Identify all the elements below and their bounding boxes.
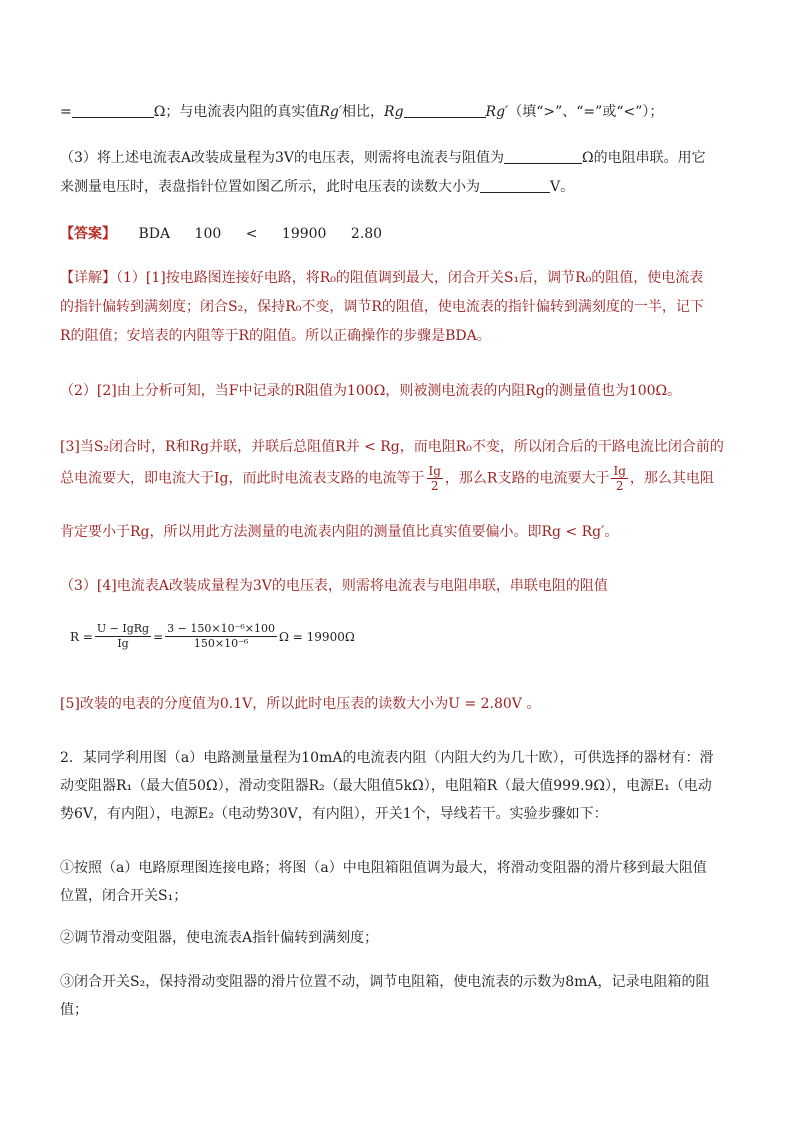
resistance-formula: R = $\frac{\text{U − IgRg}}{Ig}$ = $\frac{\text{3 − 150×10⁻⁶×100}}{\text{150×10⁻⁶}}$ Ω = 19900Ω: [70, 622, 355, 650]
detail-line-2: 的指针偏转到满刻度；闭合S₂，保持R₀不变，调节R的阻值，使电流表的指针偏转到满刻度的一半，记下: [60, 299, 704, 315]
symbol: Rg′: [485, 104, 509, 120]
text: ，那么其电阻: [629, 470, 714, 487]
step-2: ②调节滑动变阻器，使电流表A指针偏转到满刻度；: [60, 930, 379, 946]
answer-blank[interactable]: [404, 103, 486, 118]
text: Ω；与电流表内阻的真实值: [153, 104, 320, 120]
formula-fraction-2: $\frac{\text{3 − 150×10⁻⁶×100}}{\text{150×10⁻⁶}}$: [167, 622, 276, 650]
answer-line: [60, 224, 734, 244]
answer-blank[interactable]: [504, 149, 582, 164]
fill-in-line-1: [60, 102, 734, 122]
question-3-line-2: [60, 177, 734, 197]
detail-part-2: （2）[2]由上分析可知，当F中记录的R阻值为100Ω，则被测电流表的内阻Rg的测量值也为100Ω。: [60, 383, 682, 399]
detail-line-1: 【详解】（1）[1]按电路图连接好电路，将R₀的阻值调到最大，闭合开关S₁后，调节R₀的阻值，使电流表: [60, 270, 704, 286]
answer-value: BDA: [138, 226, 171, 242]
problem-2-line-3: 势6V，有内阻），电源E₂（电动势30V，有内阻），开关1个，导线若干。实验步骤如下：: [60, 806, 608, 822]
text: 来测量电压时，表盘指针位置如图乙所示，此时电压表的读数大小为: [60, 179, 480, 195]
symbol: Rg: [384, 104, 404, 120]
answer-value: 19900: [281, 226, 327, 242]
step-1-line-1: ①按照（a）电路原理图连接电路；将图（a）中电阻箱阻值调为最大，将滑动变阻器的滑片移到最大阻值: [60, 860, 707, 876]
answer-blank[interactable]: [480, 178, 550, 193]
text: V。: [550, 179, 575, 195]
detail-line-3: R的阻值；安培表的内阻等于R的阻值。所以正确操作的步骤是BDA。: [60, 328, 491, 344]
text: （填“>”、“=”或“<”）；: [508, 104, 664, 120]
answer-value: 2.80: [350, 226, 383, 242]
text: 总电流要大，即电流大于Ig，而此时电流表支路的电流等于: [60, 470, 425, 487]
problem-2-line-1: 2．某同学利用图（a）电路测量量程为10mA的电流表内阻（内阻大约为几十欧），可供选择的器材有：滑: [60, 750, 714, 766]
text: ，那么R支路的电流要大于: [444, 470, 610, 487]
detail-part-3-line-3: 肯定要小于Rg，所以用此方法测量的电流表内阻的测量值比真实值要偏小。即Rg < Rg′。: [60, 524, 619, 540]
answer-tag: 【答案】: [60, 226, 116, 242]
detail-part-4-line-1: （3）[4]电流表A改装成量程为3V的电压表，则需将电流表与电阻串联，串联电阻的阻值: [60, 578, 608, 594]
problem-2-line-2: 动变阻器R₁（最大值50Ω），滑动变阻器R₂（最大阻值5kΩ），电阻箱R（最大值999.9Ω），电源E₁（电动: [60, 778, 712, 794]
question-3-line-1: [60, 148, 734, 168]
fraction-ig-over-2: $\frac{Ig}{2}$: [613, 464, 626, 493]
step-3-line-1: ③闭合开关S₂，保持滑动变阻器的滑片位置不动，调节电阻箱，使电流表的示数为8mA，记录电阻箱的阻: [60, 974, 710, 990]
equals-sign: =: [60, 104, 72, 120]
text: Ω的电阻串联。用它: [582, 150, 706, 166]
detail-part-3-line-2: [60, 464, 734, 493]
detail-part-5: [5]改装的电表的分度值为0.1V，所以此时电压表的读数大小为U = 2.80V 。: [60, 696, 541, 712]
text: （3）将上述电流表A改装成量程为3V的电压表，则需将电流表与阻值为: [60, 150, 505, 166]
formula-fraction-1: $\frac{\text{U − IgRg}}{Ig}$: [96, 622, 150, 650]
symbol: Rg′: [319, 104, 343, 120]
step-3-line-2: 值；: [60, 1002, 88, 1018]
answer-value: 100: [194, 226, 222, 242]
answer-blank[interactable]: [72, 103, 154, 118]
answer-value: <: [245, 226, 258, 242]
step-1-line-2: 位置，闭合开关S₁；: [60, 888, 188, 904]
detail-part-3-line-1: [3]当S₂闭合时，R和Rg并联，并联后总阻值R并 < Rg，而电阻R₀不变，所以闭合后的干路电流比闭合前的: [60, 439, 724, 455]
text: 相比，: [342, 104, 385, 120]
fraction-ig-over-2: $\frac{Ig}{2}$: [428, 464, 441, 493]
